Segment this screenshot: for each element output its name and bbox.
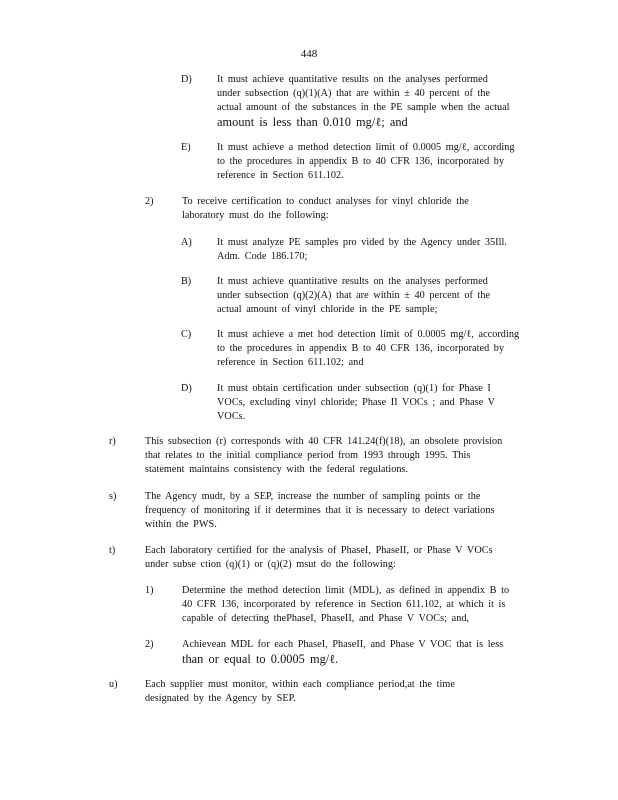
text-line: Each laboratory certified for the analysis of PhaseI, PhaseII, or Phase V VOCs [145,545,493,556]
text-line: under subsection (q)(1)(A) that are within ± 40 percent of the [217,88,491,99]
text-line: statement maintains consistency with the federal regulations. [145,464,409,475]
item-label: 2) [145,196,154,207]
text-line: It must achieve a method detection limit of 0.0005 mg/ℓ, according [217,142,515,153]
page-number: 448 [300,48,318,60]
text-line: It must achieve quantitative results on the analyses performed [217,276,488,287]
text-line: It must analyze PE samples pro vided by the Agency under 35Ill. [217,237,507,248]
item-label: D) [181,383,192,394]
text-line: capable of detecting thePhaseI, PhaseII, and Phase V VOCs; and, [182,613,470,624]
item-label: A) [181,237,192,248]
text-line: under subse ction (q)(1) or (q)(2) msut do the following: [145,559,396,570]
text-line: 40 CFR 136, incorporated by reference in Section 611.102, at which it is [182,599,506,610]
text-line: than or equal to 0.0005 mg/ℓ. [182,652,339,666]
text-line: Adm. Code 186.170; [217,251,308,262]
item-label: r) [109,436,116,447]
item-label: C) [181,329,192,340]
text-line: Achievean MDL for each PhaseI, PhaseII, and Phase V VOC that is less [182,639,504,650]
item-label: B) [181,276,192,287]
text-line: It must achieve a met hod detection limit of 0.0005 mg/ℓ, according [217,329,520,340]
text-line: reference in Section 611.102. [217,170,344,181]
text-line: The Agency mudt, by a SEP, increase the number of sampling points or the [145,491,481,502]
text-line: reference in Section 611.102; and [217,357,364,368]
item-label: 1) [145,585,154,596]
item-label: s) [109,491,117,502]
item-label: t) [109,545,116,556]
text-line: Each supplier must monitor, within each compliance period,at the time [145,679,455,690]
text-line: laboratory must do the following: [182,210,329,221]
text-line: amount is less than 0.010 mg/ℓ; and [217,115,408,129]
item-label: D) [181,74,192,85]
item-label: u) [109,679,118,690]
text-line: under subsection (q)(2)(A) that are within ± 40 percent of the [217,290,491,301]
text-line: within the PWS. [145,519,217,530]
text-line: frequency of monitoring if it determines that it is necessary to detect variations [145,505,495,516]
item-label: E) [181,142,191,153]
text-line: that relates to the initial compliance period from 1993 through 1995. This [145,450,471,461]
text-line: It must obtain certification under subsection (q)(1) for Phase I [217,383,491,394]
item-label: 2) [145,639,154,650]
text-line: to the procedures in appendix B to 40 CFR 136, incorporated by [217,343,505,354]
text-line: VOCs, excluding vinyl chloride; Phase II VOCs ; and Phase V [217,397,496,408]
text-line: To receive certification to conduct analyses for vinyl chloride the [182,196,469,207]
text-line: to the procedures in appendix B to 40 CFR 136, incorporated by [217,156,505,167]
text-line: It must achieve quantitative results on the analyses performed [217,74,488,85]
text-line: designated by the Agency by SEP. [145,693,296,704]
text-line: actual amount of the substances in the PE sample when the actual [217,102,510,113]
text-line: Determine the method detection limit (MDL), as defined in appendix B to [182,585,510,596]
text-line: This subsection (r) corresponds with 40 CFR 141.24(f)(18), an obsolete provision [145,436,503,447]
text-line: VOCs. [217,411,246,422]
text-line: actual amount of vinyl chloride in the PE sample; [217,304,438,315]
